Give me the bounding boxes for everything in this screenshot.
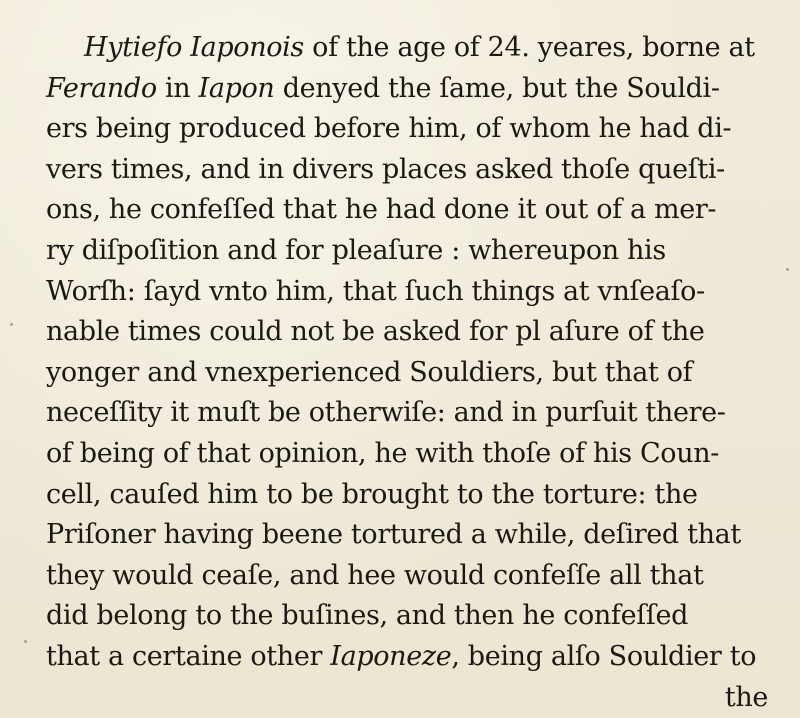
text-line — [46, 150, 772, 191]
text-line — [46, 272, 772, 313]
text-line — [46, 434, 772, 475]
text-segment: denyed the ſame, but the Souldi- — [274, 73, 719, 104]
text-line — [46, 515, 772, 556]
text-line — [46, 556, 772, 597]
text-line — [46, 393, 772, 434]
text-segment: of the age of 24. yeares, borne at — [304, 32, 755, 63]
text-line — [46, 28, 772, 69]
text-line — [46, 69, 772, 110]
text-line — [46, 637, 772, 678]
text-block — [46, 28, 772, 718]
text-segment: they would ceaſe, and hee would confeſſe all that — [46, 560, 703, 591]
text-segment: ons, he confeſſed that he had done it out of a mer- — [46, 194, 716, 225]
text-segment: nable times could not be asked for pl aſure of the — [46, 316, 705, 347]
text-segment: of being of that opinion, he with thoſe of his Coun- — [46, 438, 719, 469]
text-segment: Priſoner having beene tortured a while, deſired that — [46, 519, 741, 550]
text-segment: ers being produced before him, of whom he had di- — [46, 113, 731, 144]
text-segment: in — [157, 73, 199, 104]
text-segment: , being alſo Souldier to — [451, 641, 756, 672]
text-line — [46, 190, 772, 231]
text-segment: neceſſity it muſt be otherwiſe: and in purſuit there- — [46, 397, 726, 428]
text-line — [46, 475, 772, 516]
text-line — [46, 312, 772, 353]
ink-speck — [10, 323, 13, 326]
italic-text-segment: Hytiefo Iaponois — [84, 32, 304, 63]
italic-text-segment: Iapon — [199, 73, 275, 104]
text-segment: vers times, and in divers places asked thoſe queſti- — [46, 154, 725, 185]
text-segment: cell, cauſed him to be brought to the torture: the — [46, 479, 698, 510]
text-segment: yonger and vnexperienced Souldiers, but that of — [46, 357, 692, 388]
italic-text-segment: Ferando — [46, 73, 157, 104]
text-segment: Worſh: ſayd vnto him, that ſuch things at vnſeaſo- — [46, 276, 705, 307]
catchword: the — [46, 678, 772, 718]
text-line — [46, 353, 772, 394]
ink-speck — [24, 640, 27, 643]
text-line — [46, 596, 772, 637]
text-line — [46, 109, 772, 150]
italic-text-segment: Iaponeze — [330, 641, 451, 672]
text-segment: ry diſpoſition and for pleaſure : whereupon his — [46, 235, 666, 266]
ink-speck — [786, 268, 789, 271]
text-line — [46, 231, 772, 272]
text-segment: that a certaine other — [46, 641, 330, 672]
text-segment: did belong to the buſines, and then he confeſſed — [46, 600, 688, 631]
